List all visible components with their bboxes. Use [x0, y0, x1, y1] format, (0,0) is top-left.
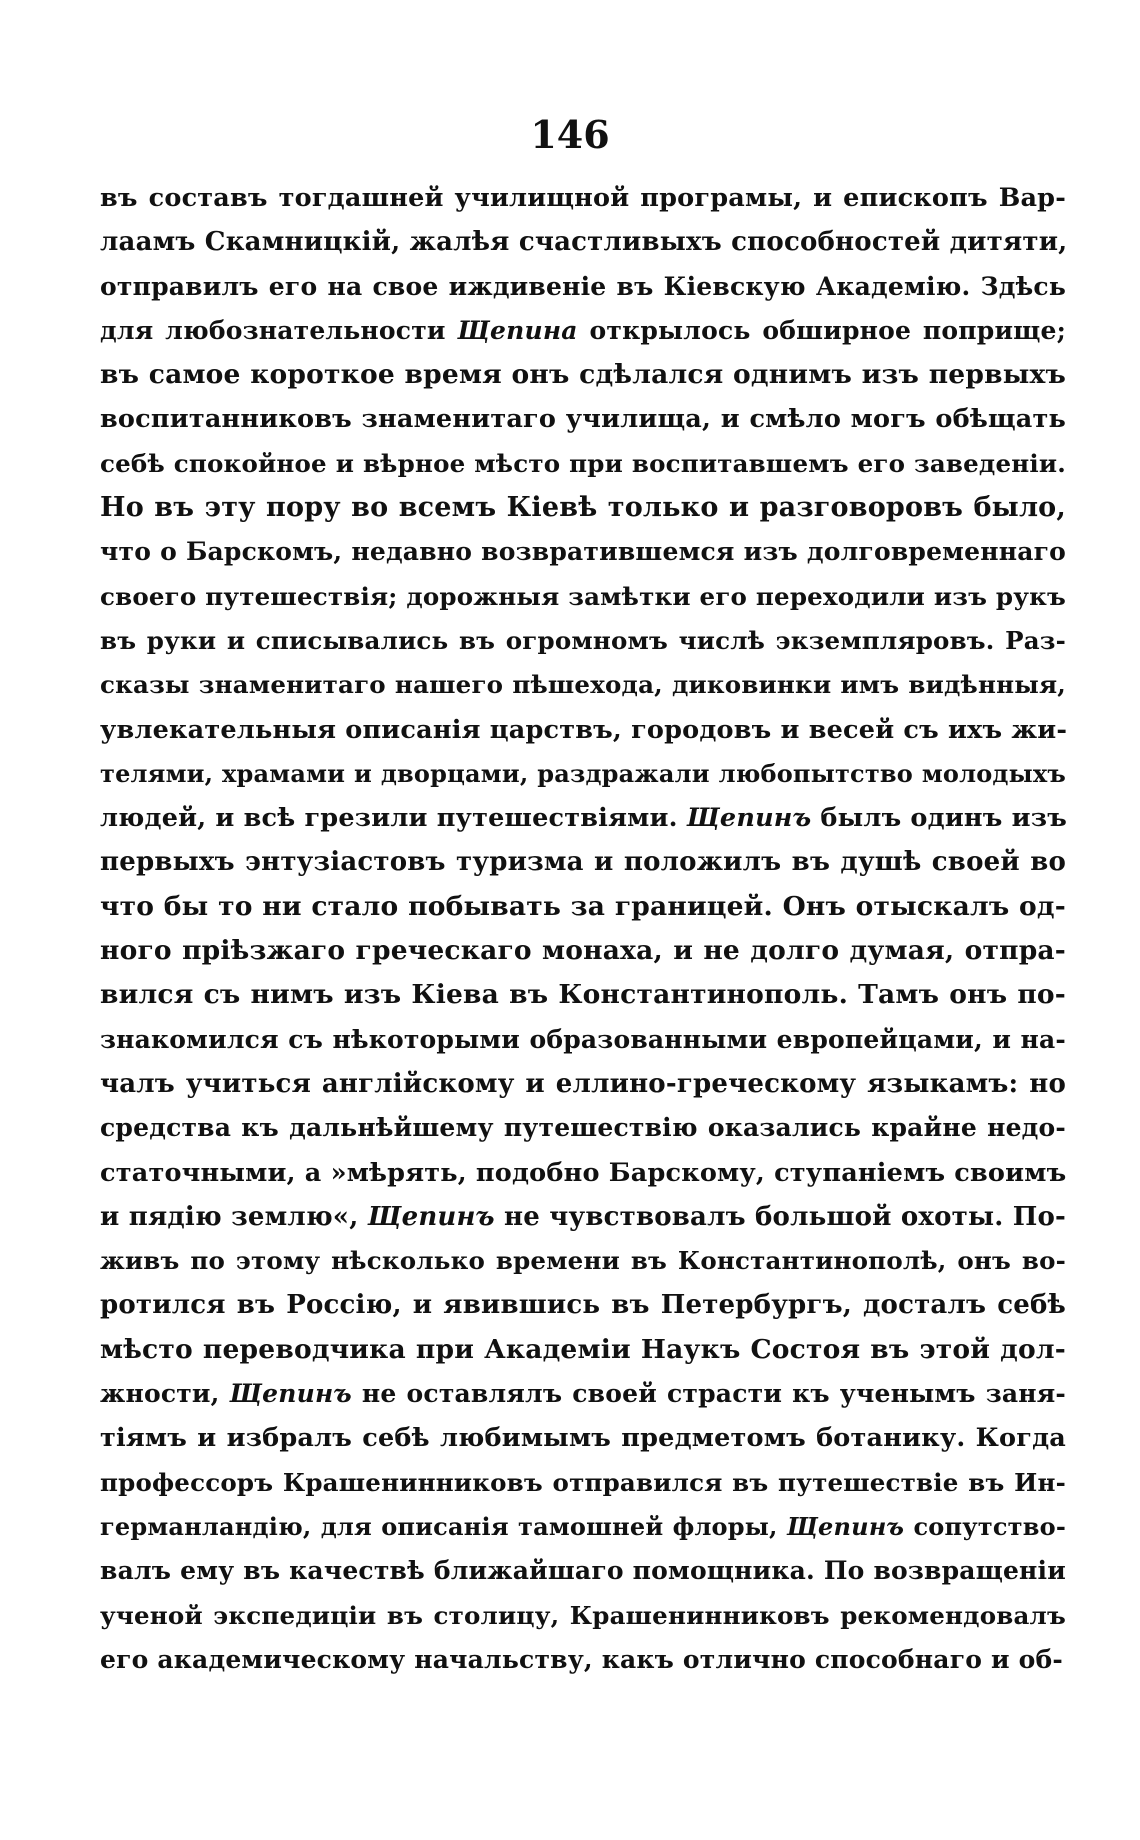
text-line: въ самое короткое время онъ сдѣлался однимъ изъ первыхъ [100, 359, 1066, 391]
text-line: что бы то ни стало побывать за границей. Онъ отыскалъ од- [100, 890, 1066, 922]
text-line: его академическому начальству, какъ отлично способнаго и об- [100, 1644, 1063, 1674]
italic-name: Щепинъ [786, 1511, 905, 1541]
text-line: живъ по этому нѣсколько времени въ Константинополѣ, онъ во- [100, 1246, 1066, 1276]
text-line: людей, и всѣ грезили путешествіями. Щепинъ былъ одинъ изъ [100, 803, 1067, 834]
text-line: Но въ эту пору во всемъ Кіевѣ только и разговоровъ было, [100, 492, 1066, 524]
text-line: ротился въ Россію, и явившись въ Петербургъ, досталъ себѣ [100, 1290, 1066, 1321]
text-line: чалъ учиться англійскому и еллино-греческому языкамъ: но [100, 1068, 1066, 1099]
text-line: что о Барскомъ, недавно возвратившемся изъ долговременнаго [100, 537, 1066, 567]
text-line: средства къ дальнѣйшему путешествію оказались крайне недо- [100, 1113, 1066, 1143]
text-line: профессоръ Крашенинниковъ отправился въ путешествіе въ Ин- [100, 1467, 1066, 1497]
text-line: германландію, для описанія тамошней флоры, Щепинъ сопутство- [100, 1511, 1066, 1541]
text-line: ного пріѣзжаго греческаго монаха, и не долго думая, отпра- [100, 935, 1066, 967]
text-line: ученой экспедиціи въ столицу, Крашенинниковъ рекомендовалъ [100, 1600, 1066, 1630]
text-line: лаамъ Скамницкій, жалѣя счастливыхъ способностей дитяти, [100, 227, 1068, 258]
text-line: телями, храмами и дворцами, раздражали любопытство молодыхъ [100, 758, 1066, 788]
text-line: въ составъ тогдашней училищной програмы, и епископъ Вар- [100, 183, 1066, 213]
text-line: вился съ нимъ изъ Кіева въ Константинополь. Тамъ онъ по- [100, 979, 1066, 1011]
text-line: валъ ему въ качествѣ ближайшаго помощника. По возвращеніи [100, 1556, 1066, 1586]
text-line: своего путешествія; дорожныя замѣтки его переходили изъ рукъ [100, 581, 1066, 611]
italic-name: Щепинъ [367, 1201, 495, 1232]
text-line: первыхъ энтузіастовъ туризма и положилъ въ душѣ своей во [100, 847, 1066, 878]
text-line: въ руки и списывались въ огромномъ числѣ экземпляровъ. Раз- [100, 625, 1066, 655]
text-line: отправилъ его на свое иждивеніе въ Кіевскую Академію. Здѣсь [100, 271, 1066, 301]
body-text [100, 176, 1066, 1682]
text-line: увлекательныя описанія царствъ, городовъ и весей съ ихъ жи- [100, 714, 1068, 745]
text-line: себѣ спокойное и вѣрное мѣсто при воспитавшемъ его заведеніи. [100, 448, 1066, 478]
text-line: статочными, а »мѣрять, подобно Барскому, ступаніемъ своимъ [100, 1157, 1067, 1188]
text-line: тіямъ и избралъ себѣ любимымъ предметомъ ботанику. Когда [100, 1423, 1066, 1454]
text-line: для любознательности Щепина открылось обширное поприще; [100, 315, 1067, 345]
italic-name: Щепинъ [686, 803, 812, 834]
text-line: знакомился съ нѣкоторыми образованными европейцами, и на- [100, 1024, 1066, 1054]
text-line: воспитанниковъ знаменитаго училища, и смѣло могъ обѣщать [100, 404, 1066, 435]
page-number: 146 [530, 112, 610, 157]
text-line: мѣсто переводчика при Академіи Наукъ Состоя въ этой дол- [100, 1333, 1066, 1365]
italic-name: Щепинъ [229, 1379, 352, 1409]
text-line: сказы знаменитаго нашего пѣшехода, диковинки имъ видѣнныя, [100, 670, 1066, 700]
text-line: жности, Щепинъ не оставлялъ своей страсти къ ученымъ заня- [100, 1379, 1067, 1409]
italic-name: Щепина [457, 315, 578, 345]
text-line: и пядію землю«, Щепинъ не чувствовалъ большой охоты. По- [100, 1201, 1067, 1232]
